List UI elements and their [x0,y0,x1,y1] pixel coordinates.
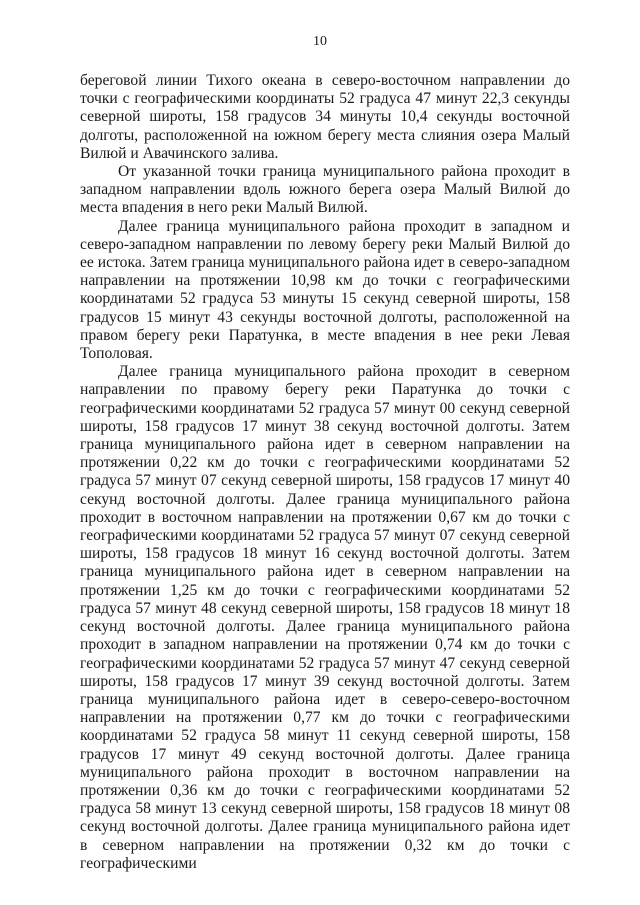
paragraph-continuation: береговой линии Тихого океана в северо-восточном направлении до точки с географическими координаты 52 градуса 47 минут 22,3 секунды северной широты, 158 градусов 34 минуты 10,4 секунды восточной долготы, расположенной на южном берегу места слияния озера Малый Вилюй и Авачинского залива. [80,72,570,162]
page-number: 10 [313,34,327,49]
body-text [80,72,570,873]
paragraph-paratunka: Далее граница муниципального района проходит в северном направлении по правому берегу реки Паратунка до точки с географическими координатами 52 градуса 57 минут 00 секунд северной широты, 158 градусов 17 минут 38 секунд восточной долготы. Затем граница муниципального района идет в северном направлении на протяжении 0,22 км до точки с географическими координатами 52 градуса 57 минут 07 секунд северной широты, 158 градусов 17 минут 40 секунд восточной долготы. Далее граница муниципального района проходит в восточном направлении на протяжении 0,67 км до точки с географическими координатами 52 градуса 57 минут 07 секунд северной широты, 158 градусов 18 минут 16 секунд восточной долготы. Затем граница муниципального района идет в северном направлении на протяжении 1,25 км до точки с географическими координатами 52 градуса 57 минут 48 секунд северной широты, 158 градусов 18 минут 18 секунд восточной долготы. Далее граница муниципального района проходит в западном направлении на протяжении 0,74 км до точки с географическими координатами 52 градуса 57 минут 47 секунд северной широты, 158 градусов 17 минут 39 секунд восточной долготы. Затем граница муниципального района идет в северо-северо-восточном направлении на протяжении 0,77 км до точки с географическими координатами 52 градуса 58 минут 11 секунд северной широты, 158 градусов 17 минут 49 секунд восточной долготы. Далее граница муниципального района проходит в восточном направлении на протяжении 0,36 км до точки с географическими координатами 52 градуса 58 минут 13 секунд северной широты, 158 градусов 18 минут 08 секунд восточной долготы. Далее граница муниципального района идет в северном направлении на протяжении 0,32 км до точки с географическими [80,363,570,872]
paragraph-river-vilyuy: Далее граница муниципального района проходит в западном и северо-западном направлении по левому берегу реки Малый Вилюй до ее истока. Затем граница муниципального района идет в северо-западном направлении на протяжении 10,98 км до точки с географическими координатами 52 градуса 53 минуты 15 секунд северной широты, 158 градусов 15 минут 43 секунды восточной долготы, расположенной на правом берегу реки Паратунка, в месте впадения в нее реки Левая Тополовая. [80,217,570,363]
paragraph-lake-boundary: От указанной точки граница муниципального района проходит в западном направлении вдоль южного берега озера Малый Вилюй до места впадения в него реки Малый Вилюй. [80,163,570,217]
